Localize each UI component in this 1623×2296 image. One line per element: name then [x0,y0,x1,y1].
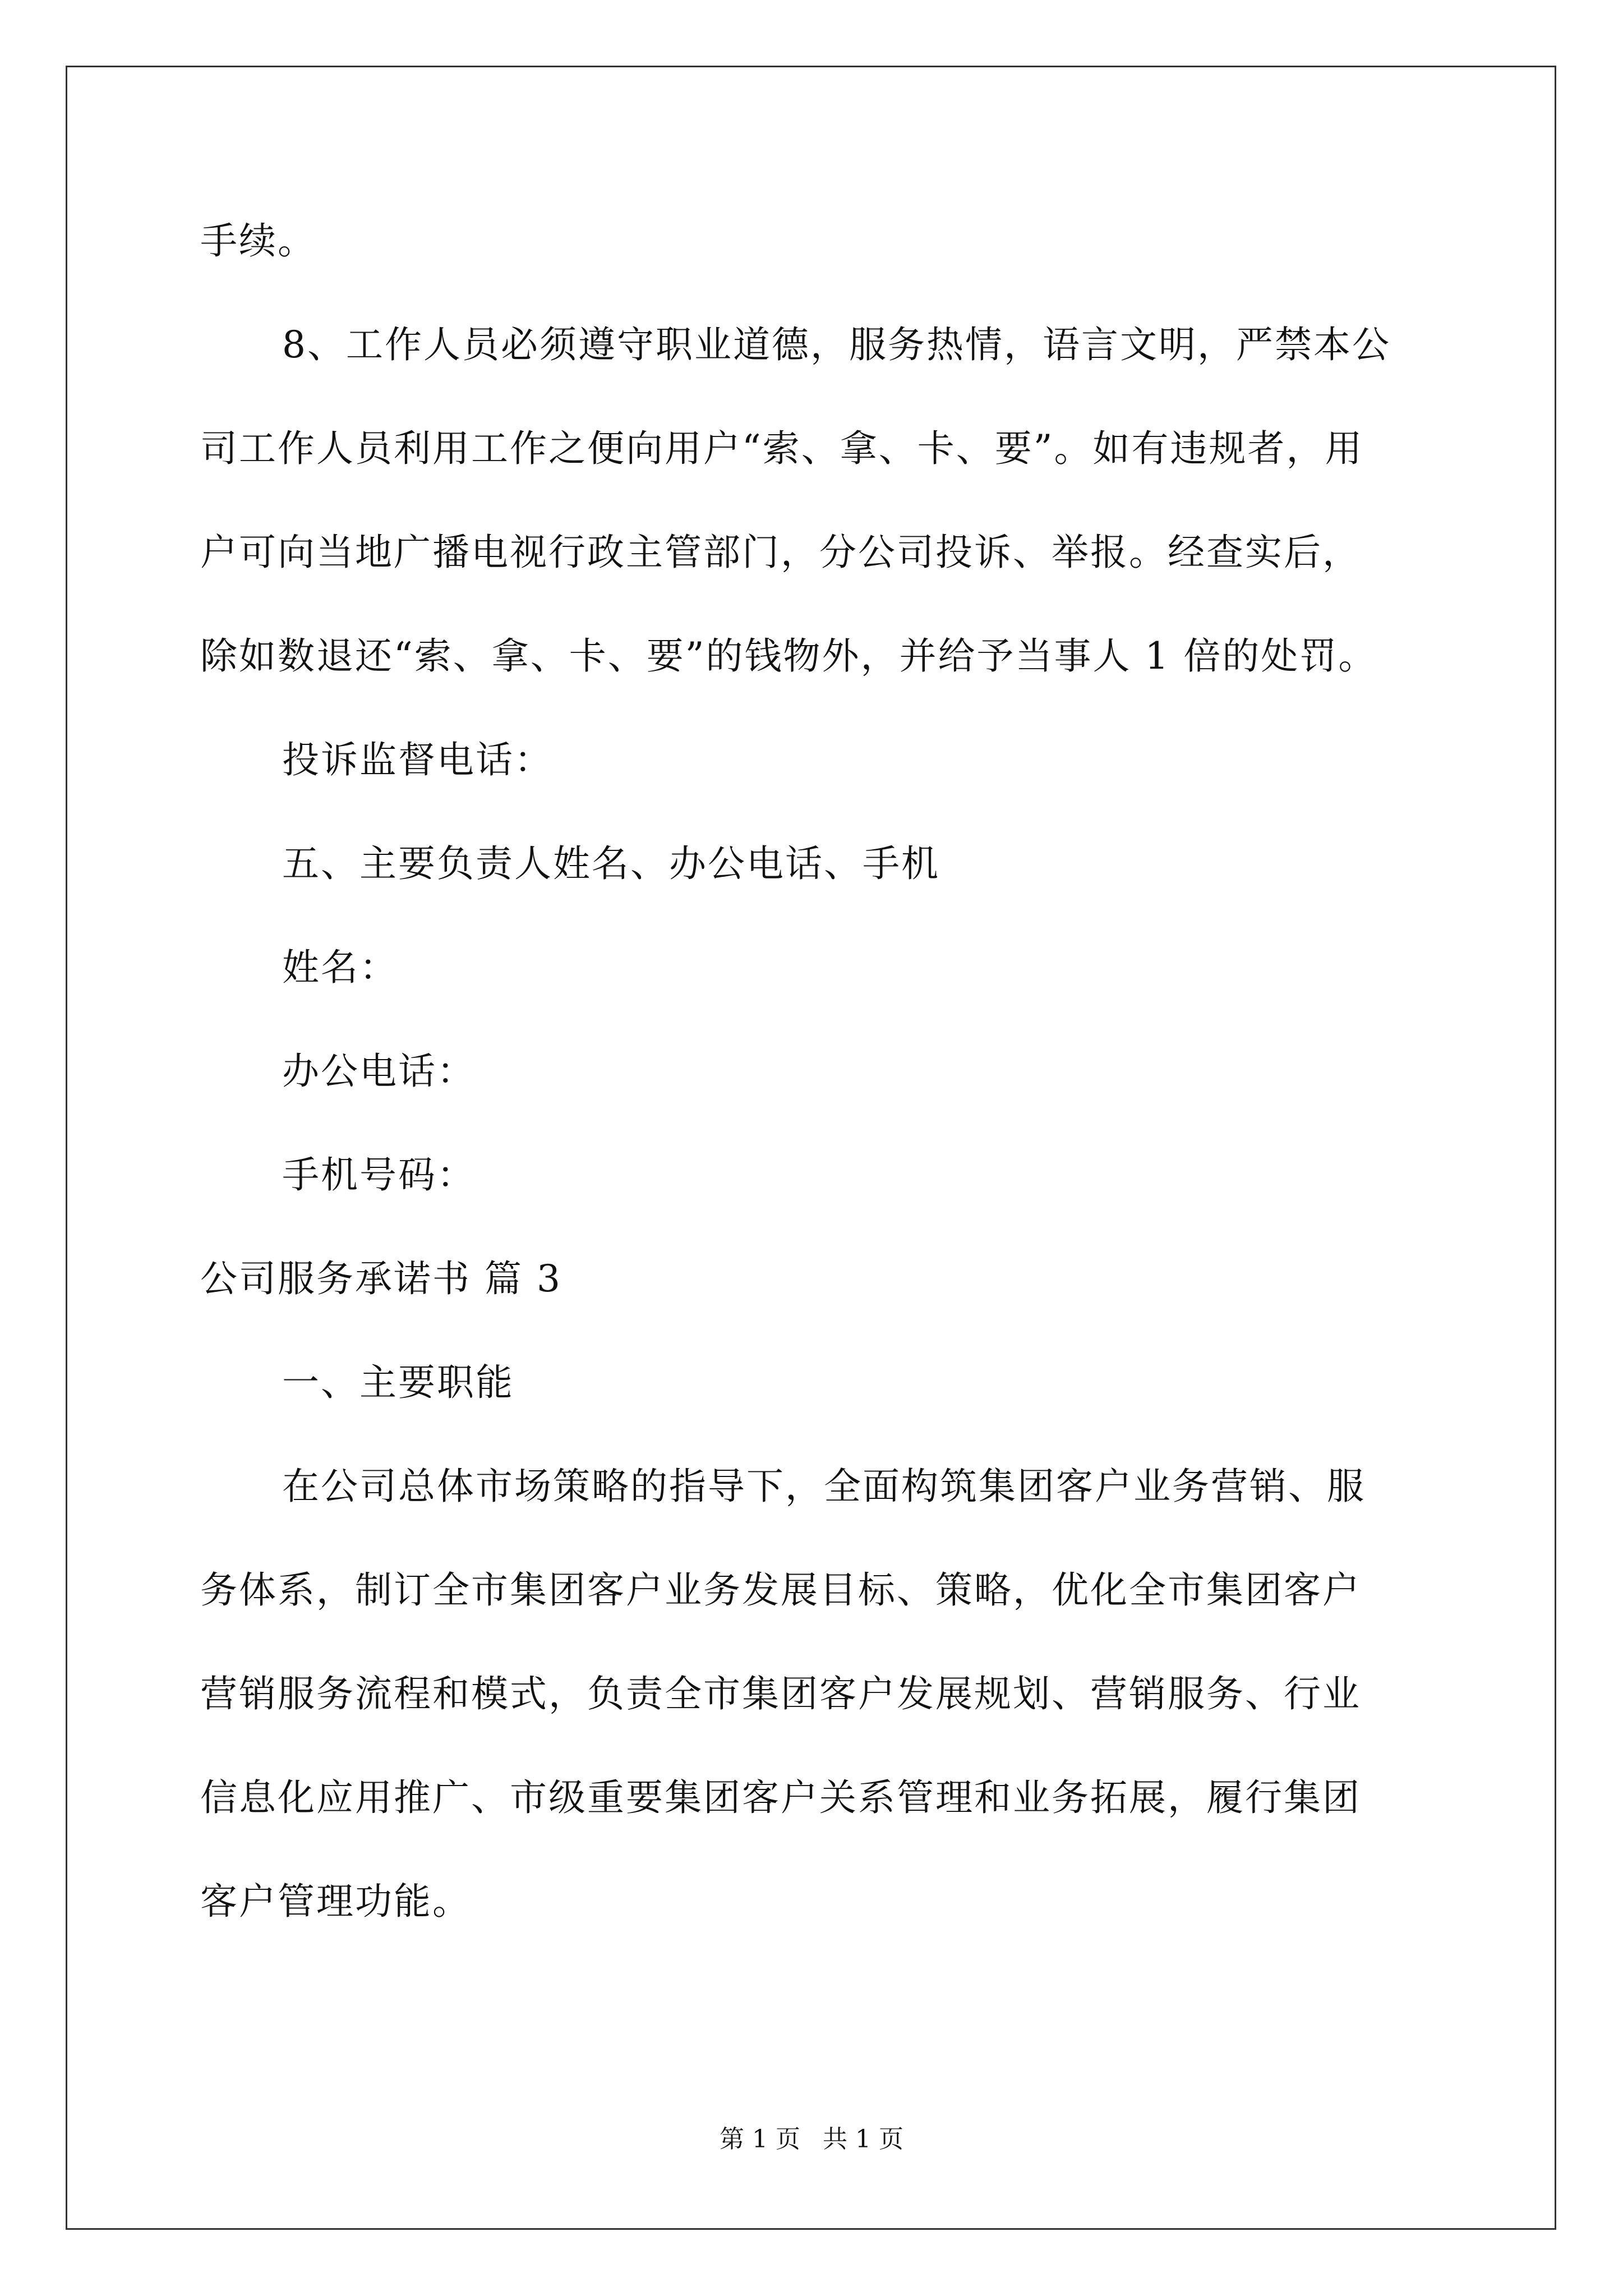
paragraph-line: 务体系，制订全市集团客户业务发展目标、策略，优化全市集团客户 [200,1568,1361,1612]
paragraph-line: 户可向当地广播电视行政主管部门，分公司投诉、举报。经查实后， [200,531,1361,574]
paragraph-line: 营销服务流程和模式，负责全市集团客户发展规划、营销服务、行业 [200,1672,1361,1715]
field-label-office-phone: 办公电话： [282,1050,476,1093]
field-label-name: 姓名： [282,946,398,989]
paragraph-line: 客户管理功能。 [200,1880,471,1923]
paragraph-line: 手续。 [200,219,316,263]
page-number: 第 1 页 [720,2125,800,2154]
paragraph-line: 司工作人员利用工作之便向用户“索、拿、卡、要”。如有违规者，用 [200,427,1364,470]
paragraph-line: 信息化应用推广、市级重要集团客户关系管理和业务拓展，履行集团 [200,1776,1361,1819]
section-heading: 五、主要负责人姓名、办公电话、手机 [282,842,940,885]
page-total: 共 1 页 [823,2125,903,2154]
paragraph-line: 除如数退还“索、拿、卡、要”的钱物外，并给予当事人 1 倍的处罚。 [200,634,1377,678]
paragraph-line: 在公司总体市场策略的指导下，全面构筑集团客户业务营销、服 [282,1465,1366,1508]
document-title: 公司服务承诺书 篇 3 [200,1257,562,1300]
field-label-mobile: 手机号码： [282,1153,476,1197]
paragraph-line: 8、工作人员必须遵守职业道德，服务热情，语言文明，严禁本公 [282,323,1391,366]
paragraph-line: 投诉监督电话： [282,738,553,781]
section-heading: 一、主要职能 [282,1361,514,1404]
page-footer [0,2124,1623,2155]
